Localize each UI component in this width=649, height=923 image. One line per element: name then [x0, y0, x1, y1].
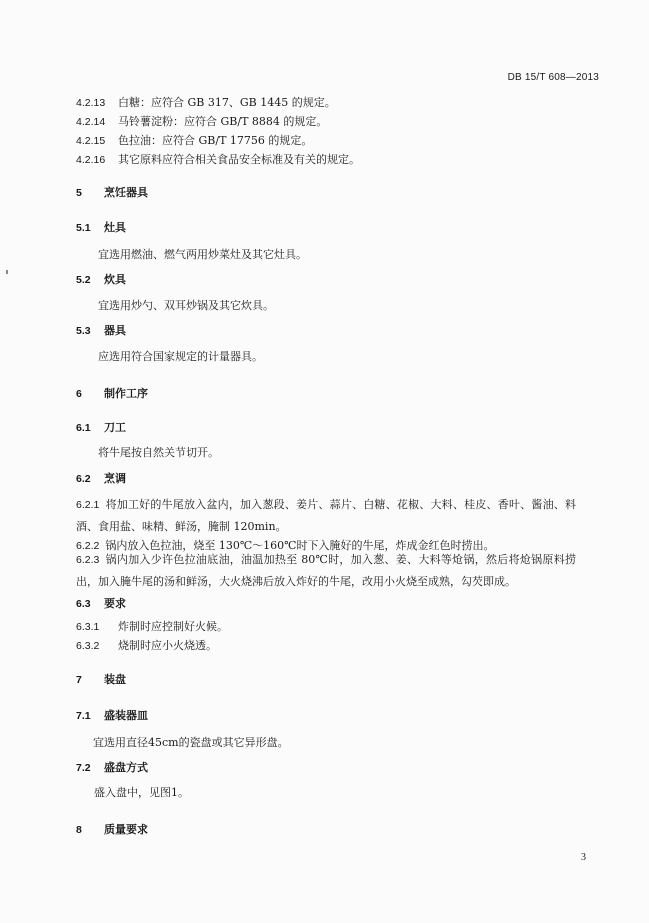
section-5-1-heading [76, 221, 126, 235]
section-5-2-text: 宜选用炒勺、双耳炒锅及其它炊具。 [98, 299, 274, 312]
section-5-2-heading [76, 273, 126, 287]
clause-number: 4.2.14 [76, 116, 106, 128]
subsection-title: 盛盘方式 [104, 761, 148, 774]
section-title: 制作工序 [104, 387, 148, 400]
subsection-number: 6.1 [76, 422, 91, 434]
clause-text: 烧制时应小火烧透。 [118, 639, 217, 652]
clause-text: 锅内放入色拉油，烧至 130℃～160℃时下入腌好的牛尾，炸成金红色时捞出。 [105, 539, 495, 552]
subsection-title: 刀工 [104, 421, 126, 434]
clause-number: 4.2.16 [76, 154, 106, 166]
clause-text: 白糖：应符合 GB 317、GB 1445 的规定。 [118, 96, 336, 109]
section-7-heading [76, 673, 126, 687]
section-8-heading [76, 823, 148, 837]
subsection-number: 6.3 [76, 598, 91, 610]
clause-number: 4.2.13 [76, 97, 106, 109]
clause-text: 将加工好的牛尾放入盆内，加入葱段、姜片、蒜片、白糖、花椒、大料、桂皮、香叶、酱油、料酒、食用盐、味精、鲜汤，腌制 120min。 [76, 498, 576, 533]
clause-6-2-1 [76, 494, 576, 538]
subsection-title: 器具 [104, 324, 126, 337]
section-number: 6 [76, 388, 82, 400]
section-5-3-text: 应选用符合国家规定的计量器具。 [98, 350, 263, 363]
section-6-2-heading [76, 472, 126, 486]
section-number: 8 [76, 824, 82, 836]
section-number: 5 [76, 187, 82, 199]
subsection-title: 炊具 [104, 273, 126, 286]
section-6-3-heading [76, 597, 126, 611]
clause-text: 其它原料应符合相关食品安全标准及有关的规定。 [118, 153, 360, 166]
clause-number: 6.3.2 [76, 640, 100, 652]
section-6-1-text: 将牛尾按自然关节切开。 [98, 446, 219, 459]
clause-4-2-16 [76, 153, 360, 167]
subsection-title: 盛装器皿 [104, 709, 148, 722]
subsection-number: 5.1 [76, 222, 91, 234]
subsection-number: 7.2 [76, 762, 91, 774]
clause-4-2-14 [76, 115, 327, 129]
section-5-heading [76, 186, 148, 200]
section-7-1-heading [76, 709, 148, 723]
section-6-heading [76, 387, 148, 401]
clause-number: 4.2.15 [76, 135, 106, 147]
page-number: 3 [581, 852, 586, 863]
subsection-number: 5.2 [76, 274, 91, 286]
section-title: 装盘 [104, 673, 126, 686]
section-7-2-heading [76, 761, 148, 775]
section-6-1-heading [76, 421, 126, 435]
clause-text: 马铃薯淀粉：应符合 GB/T 8884 的规定。 [118, 115, 328, 128]
section-7-1-text: 宜选用直径45cm的瓷盘或其它异形盘。 [93, 736, 289, 749]
clause-6-3-2 [76, 639, 217, 653]
section-5-1-text: 宜选用燃油、燃气两用炒菜灶及其它灶具。 [98, 248, 307, 261]
clause-number: 6.2.2 [76, 540, 100, 552]
section-title: 质量要求 [104, 823, 148, 836]
clause-number: 6.3.1 [76, 621, 100, 633]
subsection-number: 5.3 [76, 325, 91, 337]
clause-text: 色拉油：应符合 GB/T 17756 的规定。 [118, 134, 313, 147]
subsection-number: 6.2 [76, 473, 91, 485]
clause-6-2-3 [76, 549, 576, 593]
section-5-3-heading [76, 324, 126, 338]
subsection-title: 灶具 [104, 221, 126, 234]
clause-number: 6.2.3 [76, 554, 100, 566]
scan-speck [6, 270, 8, 274]
document-id: DB 15/T 608—2013 [507, 72, 599, 83]
clause-number: 6.2.1 [76, 499, 100, 511]
section-number: 7 [76, 674, 82, 686]
clause-text: 炸制时应控制好火候。 [118, 620, 228, 633]
section-7-2-text: 盛入盘中，见图1。 [94, 786, 189, 799]
section-title: 烹饪器具 [104, 186, 148, 199]
clause-6-3-1 [76, 620, 228, 634]
clause-4-2-13 [76, 96, 336, 110]
clause-4-2-15 [76, 134, 312, 148]
clause-text: 锅内加入少许色拉油底油，油温加热至 80℃时，加入葱、姜、大料等炝锅，然后将炝锅原料捞出，加入腌牛尾的汤和鲜汤，大火烧沸后放入炸好的牛尾，改用小火烧至成熟，勾芡即成。 [76, 553, 576, 588]
subsection-number: 7.1 [76, 710, 91, 722]
subsection-title: 要求 [104, 597, 126, 610]
subsection-title: 烹调 [104, 472, 126, 485]
